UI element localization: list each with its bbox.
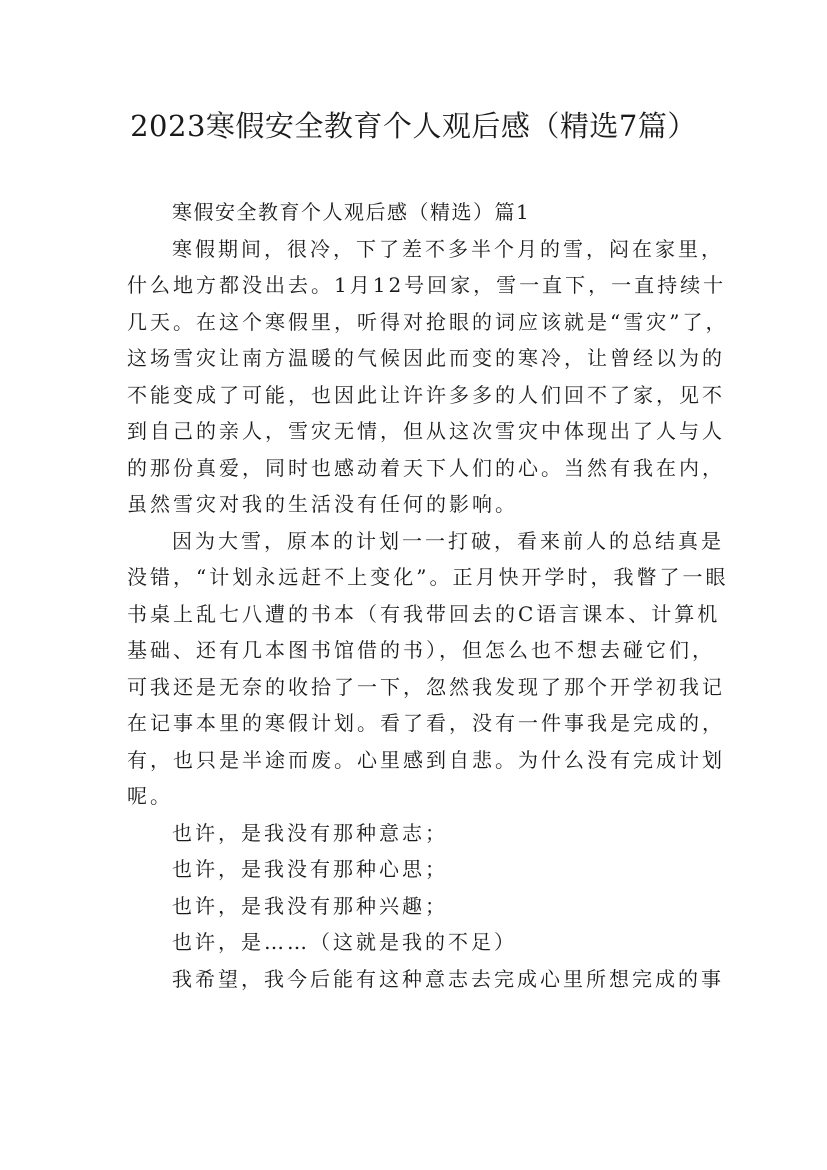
paragraph-line: 虽然雪灾对我的生活没有任何的影响。: [127, 492, 518, 516]
paragraph-line: 也许，是我没有那种兴趣；: [172, 893, 448, 918]
paragraph-line: 的那份真爱，同时也感动着天下人们的心。当然有我在内，: [127, 455, 725, 480]
paragraph-line: 什么地方都没出去。1月12号回家，雪一直下，一直持续十: [127, 273, 727, 297]
document-body: [127, 194, 729, 997]
paragraph-line: 基础、还有几本图书馆借的书），但怎么也不想去碰它们，: [127, 638, 715, 662]
paragraph-line: 寒假期间，很冷，下了差不多半个月的雪，闷在家里，: [172, 236, 724, 261]
paragraph-line: 没错，“计划永远赶不上变化”。正月快开学时，我瞥了一眼: [127, 565, 729, 589]
paragraph-line: 在记事本里的寒假计划。看了看，没有一件事我是完成的，: [127, 711, 725, 735]
section-heading: 寒假安全教育个人观后感（精选）篇1: [172, 200, 531, 224]
paragraph-line: 可我还是无奈的收拾了一下，忽然我发现了那个开学初我记: [127, 674, 725, 699]
paragraph-line: 到自己的亲人，雪灾无情，但从这次雪灾中体现出了人与人: [127, 419, 725, 443]
paragraph-line: 书桌上乱七八遭的书本（有我带回去的C语言课本、计算机: [127, 601, 721, 626]
paragraph-line: 因为大雪，原本的计划一一打破，看来前人的总结真是: [172, 528, 724, 553]
paragraph-line: 几天。在这个寒假里，听得对抢眼的词应该就是“雪灾”了，: [127, 309, 729, 334]
paragraph-line: 呢。: [127, 784, 173, 808]
document-title: 2023寒假安全教育个人观后感（精选7篇）: [130, 109, 697, 143]
paragraph-line: 这场雪灾让南方温暖的气候因此而变的寒冷，让曾经以为的: [127, 346, 725, 370]
paragraph-line: 有，也只是半途而废。心里感到自悲。为什么没有完成计划: [127, 747, 725, 772]
paragraph-line: 也许，是……（这就是我的不足）: [172, 930, 517, 954]
paragraph-line: 我希望，我今后能有这种意志去完成心里所想完成的事: [172, 966, 724, 991]
paragraph-line: 也许，是我没有那种心思；: [172, 857, 448, 881]
paragraph-line: 不能变成了可能，也因此让许许多多的人们回不了家，见不: [127, 382, 725, 407]
paragraph-line: 也许，是我没有那种意志；: [172, 820, 448, 845]
